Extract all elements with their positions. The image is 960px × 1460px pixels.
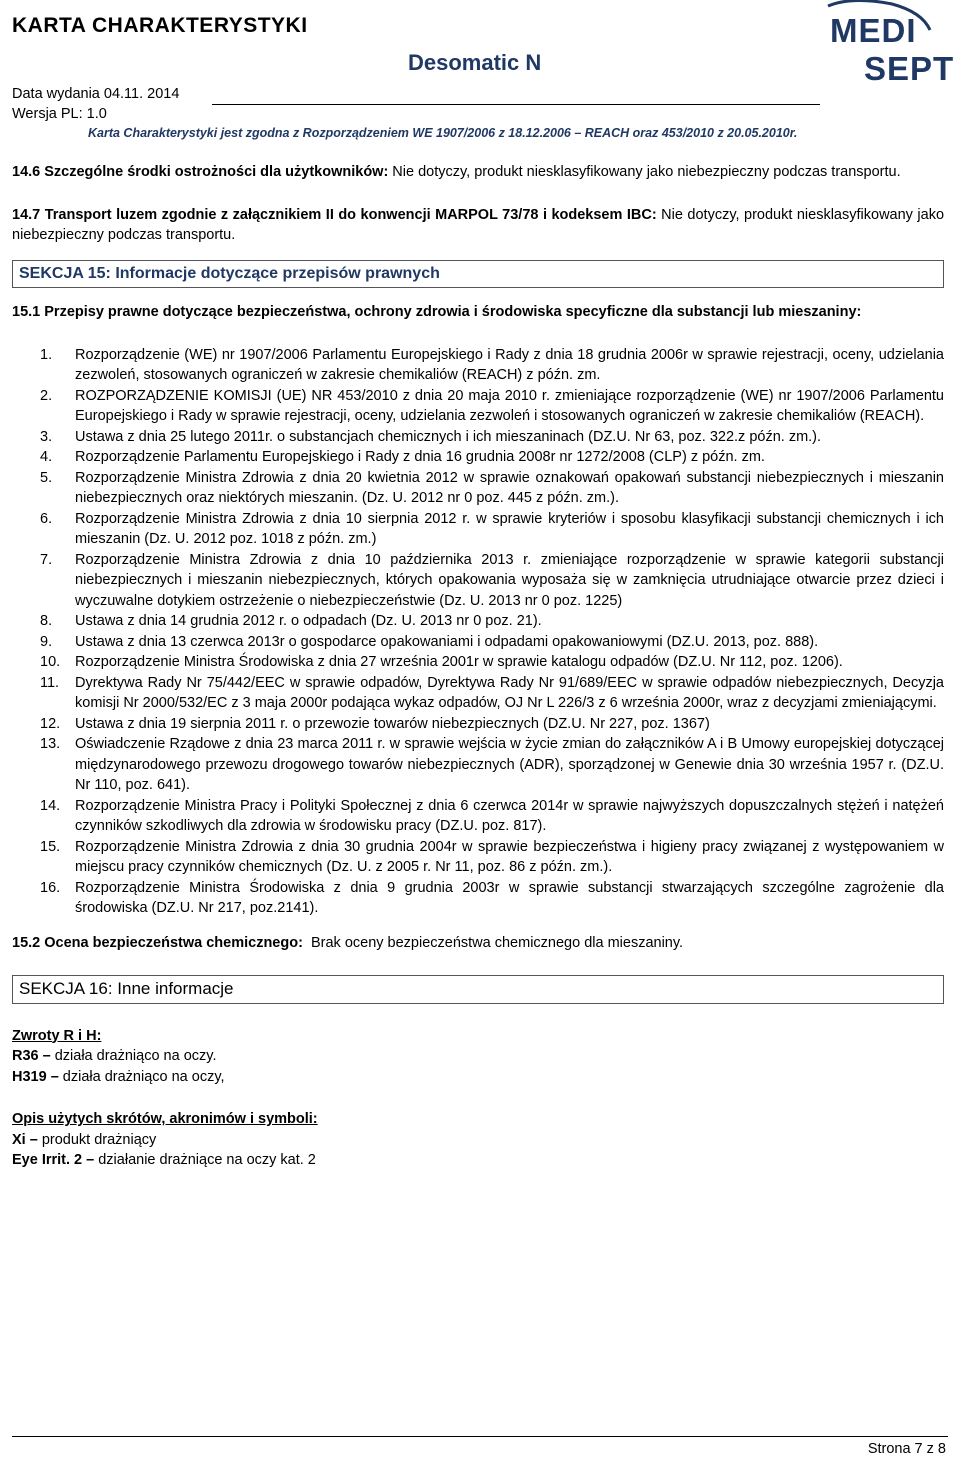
- regulation-text: Dyrektywa Rady Nr 75/442/EEC w sprawie odpadów, Dyrektywa Rady Nr 91/689/EEC w sprawie odpadów niebezpiecznych, Decyzja komisji Nr 2000/532/EC z 3 maja 2000r podająca wykaz odpadów, OJ Nr L 226/3 z 6 września 2000r, wraz z decyzjami zmieniającymi.: [75, 674, 944, 711]
- product-name: Desomatic N: [408, 50, 542, 75]
- abbreviation-item-code: Eye Irrit. 2 –: [12, 1152, 95, 1168]
- section-16-title: SEKCJA 16: Inne informacje: [12, 975, 944, 1004]
- regulation-number: 5.: [40, 469, 53, 486]
- regulation-text: Ustawa z dnia 14 grudnia 2012 r. o odpadach (Dz. U. 2013 nr 0 poz. 21).: [75, 613, 542, 629]
- text-14-6: Nie dotyczy, produkt niesklasyfikowany jako niebezpieczny podczas transportu.: [388, 164, 901, 180]
- regulation-number: 7.: [40, 551, 53, 568]
- phrases-heading: Zwroty R i H:: [12, 1027, 102, 1044]
- regulation-item: [12, 427, 944, 448]
- regulation-text: Rozporządzenie Parlamentu Europejskiego i Rady z dnia 16 grudnia 2008r nr 1272/2008 (CLP) z późn. zm.: [75, 449, 765, 465]
- regulation-item: [12, 878, 944, 919]
- phrase-item-code: R36 –: [12, 1048, 51, 1064]
- regulation-item: [12, 796, 944, 837]
- section-15-title: SEKCJA 15: Informacje dotyczące przepisów prawnych: [12, 260, 944, 289]
- footer-divider: [12, 1436, 948, 1437]
- phrase-item: [12, 1067, 944, 1088]
- regulation-number: 9.: [40, 633, 53, 650]
- text-14-7: Nie dotyczy, produkt niesklasyfikowany jako niebezpieczny podczas transportu.: [12, 206, 945, 243]
- regulation-item: [12, 734, 944, 796]
- abbreviation-item-text: produkt drażniący: [37, 1131, 157, 1148]
- phrase-item-text: działa drażniąco na oczy.: [50, 1048, 217, 1064]
- regulation-text: Ustawa z dnia 19 sierpnia 2011 r. o przewozie towarów niebezpiecznych (DZ.U. Nr 227, poz. 1367): [75, 715, 710, 732]
- regulation-text: Oświadczenie Rządowe z dnia 23 marca 2011 r. w sprawie wejścia w życie zmian do załączników A i B Umowy europejskiej dotyczącej międzynarodowego przewozu drogowego towarów niebezpiecznych (ADR), sporządzonej w Genewie dnia 30 września 1957 r. (DZ.U. Nr 110, poz. 641).: [75, 736, 944, 793]
- regulations-list: [12, 345, 944, 919]
- regulation-number: 8.: [40, 613, 53, 629]
- regulation-item: [12, 345, 944, 386]
- svg-text:MEDI: MEDI: [830, 12, 917, 49]
- regulation-text: Rozporządzenie Ministra Pracy i Polityki Społecznej z dnia 6 czerwca 2014r w sprawie najwyższych dopuszczalnych stężeń i natężeń czynników szkodliwych dla zdrowia w środowisku pracy (DZ.U. poz. 817).: [75, 797, 944, 834]
- regulation-text: Rozporządzenie (WE) nr 1907/2006 Parlamentu Europejskiego i Rady z dnia 18 grudnia 2006r w sprawie rejestracji, oceny, udzielania zezwoleń, stosowanych ograniczeń w zakresie chemikaliów (REACH) z późn. zm.: [75, 346, 944, 383]
- phrase-item: [12, 1046, 944, 1067]
- regulation-item: [12, 632, 944, 653]
- paragraph-14-6: [12, 162, 944, 183]
- abbreviation-item: [12, 1130, 944, 1151]
- regulation-number: 1.: [40, 346, 53, 363]
- regulation-text: Rozporządzenie Ministra Zdrowia z dnia 10 października 2013 r. zmieniające rozporządzenie w sprawie kategorii substancji niebezpiecznych i mieszanin niebezpiecznych, których opakowania wyposaża się w zamknięcia utrudniające otwarcie przez dzieci i wyczuwalne dotykiem ostrzeżenie o niebezpieczeństwie (Dz. U. 2013 nr 0 poz. 1225): [75, 551, 944, 609]
- regulation-number: 4.: [40, 449, 53, 465]
- document-body: [12, 162, 944, 1171]
- regulation-text: Rozporządzenie Ministra Środowiska z dnia 27 września 2001r w sprawie katalogu odpadów (DZ.U. Nr 112, poz. 1206).: [75, 654, 843, 670]
- issue-date: Data wydania 04.11. 2014: [12, 86, 180, 102]
- version-label: Wersja PL: 1.0: [12, 106, 107, 122]
- regulation-text: Rozporządzenie Ministra Środowiska z dnia 9 grudnia 2003r w sprawie substancji stwarzających szczególne zagrożenie dla środowiska (DZ.U. Nr 217, poz.2141).: [75, 879, 944, 916]
- regulation-number: 16.: [40, 879, 61, 896]
- regulation-text: Rozporządzenie Ministra Zdrowia z dnia 10 sierpnia 2012 r. w sprawie kryteriów i sposobu klasyfikacji substancji chemicznych i ich mieszanin (Dz. U. 2012 poz. 1018 z późn. zm.): [75, 510, 944, 547]
- regulation-number: 14.: [40, 797, 61, 814]
- regulation-text: Ustawa z dnia 13 czerwca 2013r o gospodarce opakowaniami i odpadami opakowaniowymi (DZ.U. 2013, poz. 888).: [75, 633, 819, 650]
- regulation-item: [12, 447, 944, 468]
- regulation-number: 15.: [40, 838, 61, 855]
- regulation-item: [12, 509, 944, 550]
- regulation-number: 3.: [40, 428, 53, 445]
- heading-14-7: 14.7 Transport luzem zgodnie z załącznikiem II do konwencji MARPOL 73/78 i kodeksem IBC:: [12, 206, 657, 223]
- paragraph-15-2: [12, 933, 944, 954]
- regulation-item: [12, 611, 944, 632]
- abbreviation-item: [12, 1150, 944, 1171]
- regulation-item: [12, 550, 944, 612]
- header-divider: [212, 104, 820, 105]
- regulation-number: 13.: [40, 736, 61, 752]
- svg-text:SEPT: SEPT: [864, 50, 955, 87]
- abbreviations-heading: Opis użytych skrótów, akronimów i symboli:: [12, 1111, 318, 1127]
- text-15-2: Brak oceny bezpieczeństwa chemicznego dla mieszaniny.: [310, 934, 684, 951]
- phrase-item-code: H319 –: [12, 1068, 59, 1085]
- regulation-item: [12, 837, 944, 878]
- regulation-item: [12, 714, 944, 735]
- regulation-number: 6.: [40, 510, 53, 527]
- phrase-item-text: działa drażniąco na oczy,: [58, 1068, 225, 1085]
- abbreviation-item-text: działanie drażniące na oczy kat. 2: [94, 1152, 316, 1168]
- regulation-item: [12, 652, 944, 673]
- regulation-number: 10.: [40, 654, 61, 670]
- heading-15-1: 15.1 Przepisy prawne dotyczące bezpieczeństwa, ochrony zdrowia i środowiska specyficzne dla substancji lub mieszaniny:: [12, 304, 862, 320]
- regulation-text: ROZPORZĄDZENIE KOMISJI (UE) NR 453/2010 z dnia 20 maja 2010 r. zmieniające rozporządzenie (WE) nr 1907/2006 Parlamentu Europejskiego i Rady w sprawie rejestracji, oceny, udzielania zezwoleń i stosowanych ograniczeń w zakresie chemikaliów (REACH).: [75, 387, 944, 424]
- regulation-item: [12, 468, 944, 509]
- abbreviations-list: [12, 1130, 944, 1171]
- regulation-text: Rozporządzenie Ministra Zdrowia z dnia 20 kwietnia 2012 w sprawie oznakowań opakowań substancji niebezpiecznych i mieszanin niebezpiecznych oraz niektórych mieszanin. (Dz. U. 2012 nr 0 poz. 445 z późn. zm.).: [75, 469, 944, 506]
- regulation-item: [12, 673, 944, 714]
- paragraph-14-7: [12, 205, 944, 246]
- page-number: Strona 7 z 8: [867, 1441, 946, 1457]
- phrases-list: [12, 1046, 944, 1087]
- regulation-item: [12, 386, 944, 427]
- heading-14-6: 14.6 Szczególne środki ostrożności dla użytkowników:: [12, 164, 389, 180]
- regulation-number: 12.: [40, 715, 61, 732]
- regulation-text: Rozporządzenie Ministra Zdrowia z dnia 30 grudnia 2004r w sprawie bezpieczeństwa i higieny pracy związanej z występowaniem w miejscu pracy czynników chemicznych (Dz. U. z 2005 r. Nr 11, poz. 86 z późn. zm.).: [75, 838, 944, 875]
- document-title: KARTA CHARAKTERYSTYKI: [12, 14, 308, 37]
- regulation-number: 11.: [40, 674, 60, 691]
- heading-15-2: 15.2 Ocena bezpieczeństwa chemicznego:: [12, 934, 303, 951]
- regulation-number: 2.: [40, 387, 53, 404]
- regulation-text: Ustawa z dnia 25 lutego 2011r. o substancjach chemicznych i ich mieszaninach (DZ.U. Nr 63, poz. 322.z późn. zm.).: [75, 428, 822, 445]
- compliance-note: Karta Charakterystyki jest zgodna z Rozporządzeniem WE 1907/2006 z 18.12.2006 – REACH oraz 453/2010 z 20.05.2010r.: [88, 126, 798, 140]
- abbreviation-item-code: Xi –: [12, 1131, 38, 1148]
- medisept-logo: [822, 0, 955, 88]
